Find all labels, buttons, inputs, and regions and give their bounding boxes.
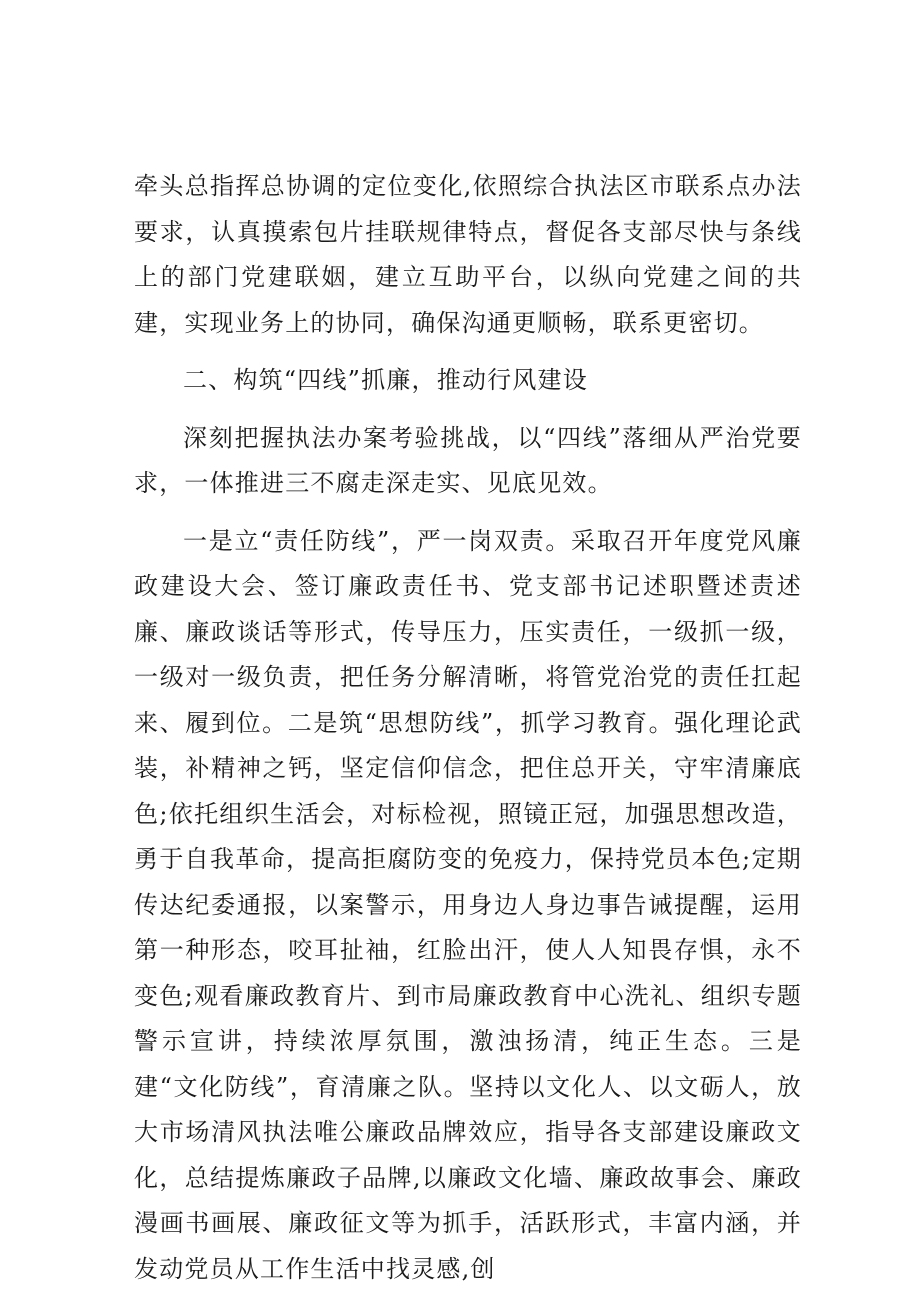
paragraph-continuation: 牵头总指挥总协调的定位变化,依照综合执法区市联系点办法要求，认真摸索包片挂联规律特点，督促各支部尽快与条线上的部门党建联姻，建立互助平台，以纵向党建之间的共建，实现业务上的协同，确保沟通更顺畅，联系更密切。 (134, 172, 802, 337)
document-body (134, 164, 802, 1292)
paragraph-body: 一是立“责任防线”，严一岗双责。采取召开年度党风廉政建设大会、签订廉政责任书、党支部书记述职暨述责述廉、廉政谈话等形式，传导压力，压实责任，一级抓一级，一级对一级负责，把任务分解清晰，将管党治党的责任扛起来、履到位。二是筑“思想防线”，抓学习教育。强化理论武装，补精神之钙，坚定信仰信念，把住总开关，守牢清廉底色;依托组织生活会，对标检视，照镜正冠，加强思想改造，勇于自我革命，提高拒腐防变的免疫力，保持党员本色;定期传达纪委通报，以案警示，用身边人身边事告诫提醒，运用第一种形态，咬耳扯袖，红脸出汗，使人人知畏存惧，永不变色;观看廉政教育片、到市局廉政教育中心洗礼、组织专题警示宣讲，持续浓厚氛围，激浊扬清，纯正生态。三是建“文化防线”，育清廉之队。坚持以文化人、以文砺人，放大市场清风执法唯公廉政品牌效应，指导各支部建设廉政文化，总结提炼廉政子品牌,以廉政文化墙、廉政故事会、廉政漫画书画展、廉政征文等为抓手，活跃形式，丰富内涵，并发动党员从工作生活中找灵感,创 (134, 526, 802, 1283)
paragraph-intro: 深刻把握执法办案考验挑战，以“四线”落细从严治党要求，一体推进三不腐走深走实、见底见效。 (134, 423, 802, 497)
section-heading: 二、构筑“四线”抓廉，推动行风建设 (183, 366, 588, 394)
